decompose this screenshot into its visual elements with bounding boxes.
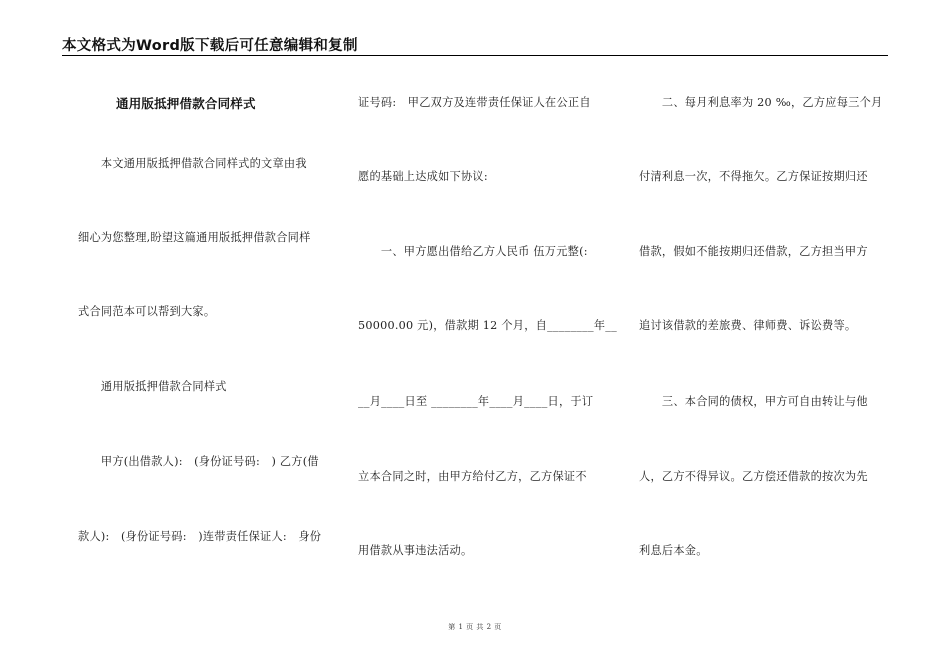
page-header: 本文格式为Word版下载后可任意编辑和复制 xyxy=(62,38,358,54)
text-line: 款人): (身份证号码: )连带责任保证人: 身份 xyxy=(78,530,322,543)
text-line: 通用版抵押借款合同样式 xyxy=(78,380,227,393)
text-line: 细心为您整理,盼望这篇通用版抵押借款合同样 xyxy=(78,231,311,244)
text-line: 证号码: 甲乙双方及连带责任保证人在公正自 xyxy=(358,96,591,109)
text-line: 式合同范本可以帮到大家。 xyxy=(78,305,216,318)
text-line: 立本合同之时，由甲方给付乙方，乙方保证不 xyxy=(358,470,587,483)
document-title: 通用版抵押借款合同样式 xyxy=(116,96,256,111)
text-line: 一、甲方愿出借给乙方人民币 伍万元整(: xyxy=(358,245,588,258)
text-line: 本文通用版抵押借款合同样式的文章由我 xyxy=(78,157,307,170)
text-line: 用借款从事违法活动。 xyxy=(358,544,473,557)
text-line: 追讨该借款的差旅费、律师费、诉讼费等。 xyxy=(639,319,857,332)
page-number: 第 1 页 共 2 页 xyxy=(448,623,502,631)
text-line: __月____日至 ________年____月____日，于订 xyxy=(358,395,594,408)
text-line: 二、每月利息率为 20 ‰，乙方应每三个月 xyxy=(639,96,883,109)
text-line: 甲方(出借款人): (身份证号码: ) 乙方(借 xyxy=(78,455,319,468)
text-line: 付清利息一次，不得拖欠。乙方保证按期归还 xyxy=(639,170,868,183)
text-line: 利息后本金。 xyxy=(639,544,708,557)
text-line: 50000.00 元)，借款期 12 个月，自________年__ xyxy=(358,319,617,332)
text-line: 愿的基础上达成如下协议: xyxy=(358,170,488,183)
text-line: 借款，假如不能按期归还借款，乙方担当甲方 xyxy=(639,245,868,258)
text-line: 三、本合同的债权，甲方可自由转让与他 xyxy=(639,395,868,408)
header-rule xyxy=(62,55,888,56)
text-line: 人，乙方不得异议。乙方偿还借款的按次为先 xyxy=(639,470,868,483)
